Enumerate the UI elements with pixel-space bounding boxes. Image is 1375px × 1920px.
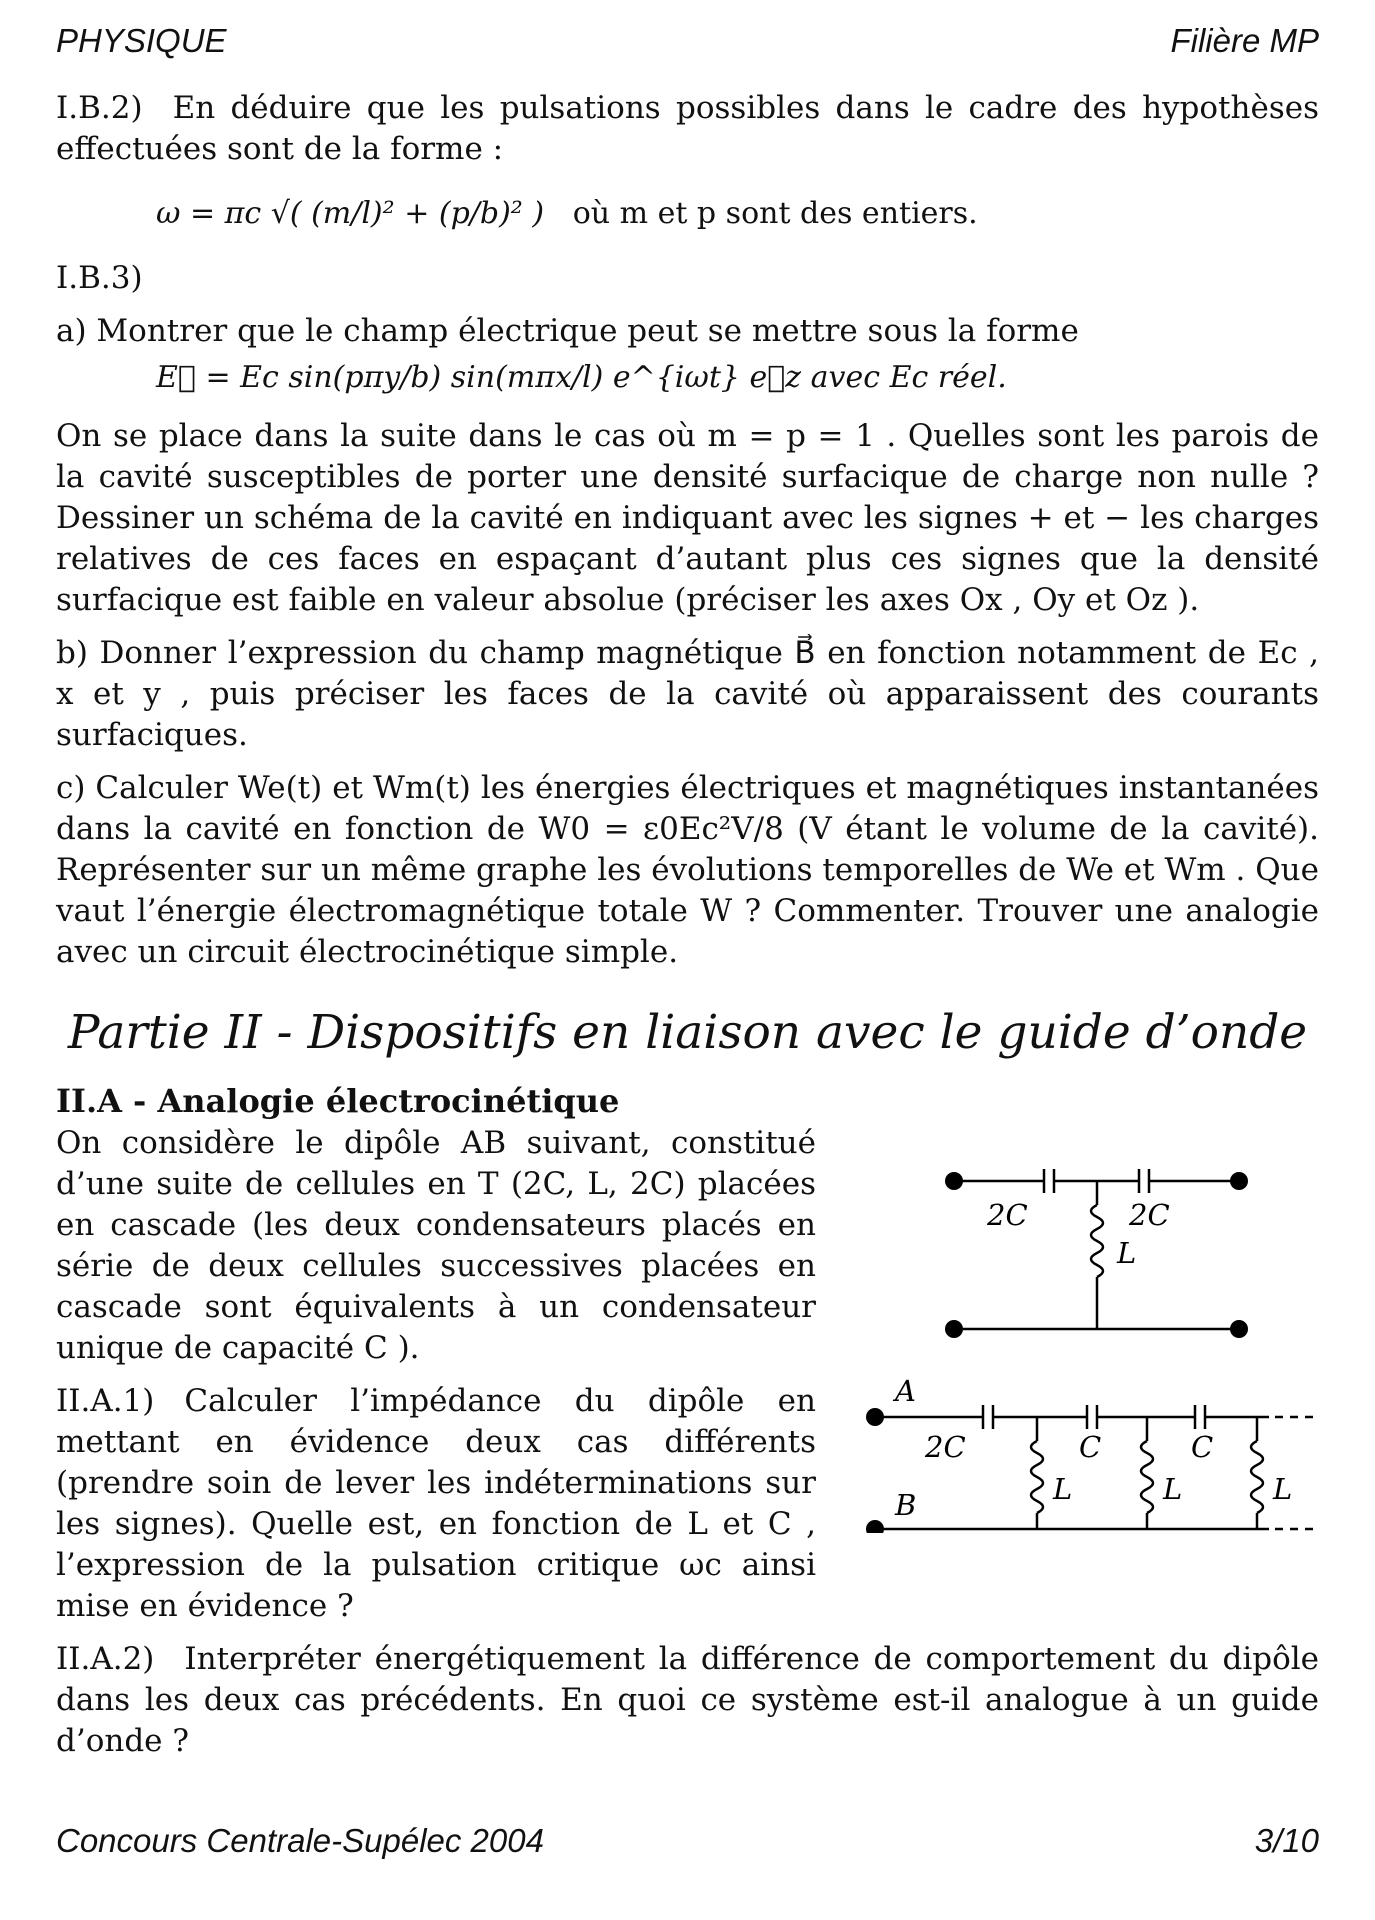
label-chain-inductor-3: L xyxy=(1273,1472,1293,1506)
header-subject: PHYSIQUE xyxy=(56,22,227,59)
label-node-a: A xyxy=(895,1374,916,1408)
inductor-coil xyxy=(1251,1441,1263,1513)
question-2-label: II.A.2) xyxy=(56,1641,155,1677)
terminal-a-dot xyxy=(866,1408,884,1426)
terminal-dot xyxy=(945,1172,963,1190)
label-chain-cap-3: C xyxy=(1191,1430,1214,1464)
label-cell-cap-left: 2C xyxy=(987,1198,1028,1232)
inductor-coil xyxy=(1141,1441,1153,1513)
question-2 xyxy=(56,1639,1319,1762)
terminal-dot xyxy=(1230,1172,1248,1190)
terminal-b-dot xyxy=(866,1520,884,1533)
label-node-b: B xyxy=(895,1488,917,1522)
terminal-dot xyxy=(945,1320,963,1338)
label-cell-cap-right: 2C xyxy=(1129,1198,1170,1232)
question-2-text: Interpréter énergétiquement la différence de comportement du dipôle dans les deux cas précédents. En quoi ce système est-il analogue à un guide d’onde ? xyxy=(56,1641,1319,1759)
label-chain-inductor-1: L xyxy=(1053,1472,1073,1506)
section-title: II.A - Analogie électrocinétique xyxy=(56,1082,620,1120)
inductor-coil xyxy=(1031,1441,1043,1513)
label-chain-cap-1: 2C xyxy=(925,1430,966,1464)
ib3-label: I.B.3) xyxy=(56,260,143,296)
inductor-coil xyxy=(1091,1205,1103,1277)
header-track: Filière MP xyxy=(1170,22,1319,59)
circuit-diagram xyxy=(839,1123,1319,1533)
ib2-formula xyxy=(156,182,1319,246)
omega-formula-tail: où m et p sont des entiers. xyxy=(572,196,978,231)
label-chain-inductor-2: L xyxy=(1163,1472,1183,1506)
question-1-text: Calculer l’impédance du dipôle en mettant en évidence deux cas différents (prendre soin de lever les indéterminations sur les signes). Quelle est, en fonction de L et C , l’expression de la pulsation critique ωc ainsi mise en évidence ? xyxy=(56,1383,816,1624)
ib3-b-text: b) Donner l’expression du champ magnétique B⃗ en fonction notamment de Ec , x et y , puis préciser les faces de la cavité où apparaissent des courants surfaciques. xyxy=(56,635,1319,753)
section-text xyxy=(56,1123,816,1627)
page-content xyxy=(56,88,1319,1762)
ib3-a-formula: E⃗ = Ec sin(pπy/b) sin(mπx/l) e^{iωt} e⃗z avec Ec réel. xyxy=(156,360,1007,395)
section-intro: On considère le dipôle AB suivant, constitué d’une suite de cellules en T (2C, L, 2C) placées en cascade (les deux condensateurs placés en série de deux cellules successives placées en cascade sont équivalents à un condensateur unique de capacité C ). xyxy=(56,1125,816,1366)
ib2-paragraph xyxy=(56,88,1319,170)
section-body xyxy=(56,1123,1319,1627)
question-1 xyxy=(56,1381,816,1627)
ib3-a-follow: On se place dans la suite dans le cas où m = p = 1 . Quelles sont les parois de la cavité susceptibles de porter une densité surfacique de charge non nulle ? Dessiner un schéma de la cavité en indiquant avec les signes + et − les charges relatives de ces faces en espaçant d’autant plus ces signes que la densité surfacique est faible en valeur absolue (préciser les axes Ox , Oy et Oz ). xyxy=(56,418,1319,618)
part2-title: Partie II - Dispositifs en liaison avec le guide d’onde xyxy=(67,1005,1308,1060)
question-1-label: II.A.1) xyxy=(56,1383,155,1419)
ib3-a-text: a) Montrer que le champ électrique peut se mettre sous la forme xyxy=(56,313,1079,349)
ib3-c-text: c) Calculer We(t) et Wm(t) les énergies électriques et magnétiques instantanées dans la cavité en fonction de W0 = ε0Ec²V/8 (V étant le volume de la cavité). Représenter sur un même graphe les évolutions temporelles de We et Wm . Que vaut l’énergie électromagnétique totale W ? Commenter. Trouver une analogie avec un circuit électrocinétique simple. xyxy=(56,770,1319,970)
terminal-dot xyxy=(1230,1320,1248,1338)
label-chain-cap-2: C xyxy=(1079,1430,1102,1464)
label-cell-inductor: L xyxy=(1117,1236,1137,1270)
omega-formula: ω = πc √( (m/l)² + (p/b)² ) xyxy=(156,196,545,231)
ib2-label: I.B.2) xyxy=(56,90,143,126)
footer-exam: Concours Centrale-Supélec 2004 xyxy=(56,1822,544,1859)
ib2-text: En déduire que les pulsations possibles dans le cadre des hypothèses effectuées sont de la forme : xyxy=(56,90,1319,167)
footer-page: 3/10 xyxy=(1254,1822,1319,1859)
